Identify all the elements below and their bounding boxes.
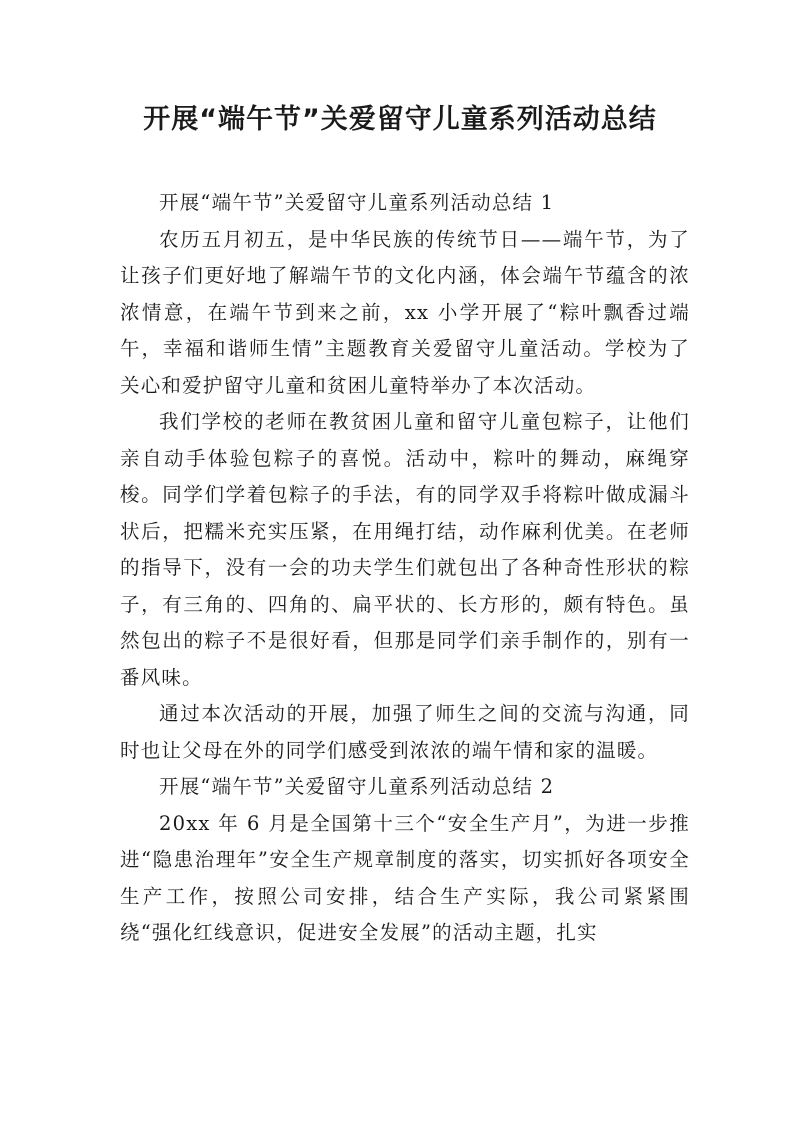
paragraph-conclusion: 通过本次活动的开展，加强了师生之间的交流与沟通，同时也让父母在外的同学们感受到浓浓的端午情和家的温暖。 (120, 702, 690, 762)
document-title: 开展“端午节”关爱留守儿童系列活动总结 (143, 104, 657, 135)
paragraph-safety-month: 20xx 年 6 月是全国第十三个“安全生产月”，为进一步推进“隐患治理年”安全生产规章制度的落实，切实抓好各项安全生产工作，按照公司安排，结合生产实际，我公司紧紧围绕“强化红线意识，促进安全发展”的活动主题，扎实 (120, 811, 690, 944)
paragraph-intro: 农历五月初五，是中华民族的传统节日——端午节，为了让孩子们更好地了解端午节的文化内涵，体会端午节蕴含的浓浓情意，在端午节到来之前，xx 小学开展了“粽叶飘香过端午，幸福和谐师生情”主题教育关爱留守儿童活动。学校为了关心和爱护留守儿童和贫困儿童特举办了本次活动。 (120, 227, 690, 397)
section-heading-1: 开展“端午节”关爱留守儿童系列活动总结 1 (159, 191, 555, 214)
document-body (120, 185, 690, 952)
section-heading-2: 开展“端午节”关爱留守儿童系列活动总结 2 (159, 775, 555, 798)
paragraph-activity: 我们学校的老师在教贫困儿童和留守儿童包粽子，让他们亲自动手体验包粽子的喜悦。活动中，粽叶的舞动，麻绳穿梭。同学们学着包粽子的手法，有的同学双手将粽叶做成漏斗状后，把糯米充实压紧，在用绳打结，动作麻利优美。在老师的指导下，没有一会的功夫学生们就包出了各种奇性形状的粽子，有三角的、四角的、扁平状的、长方形的，颇有特色。虽然包出的粽子不是很好看，但那是同学们亲手制作的，别有一番风味。 (120, 410, 690, 689)
